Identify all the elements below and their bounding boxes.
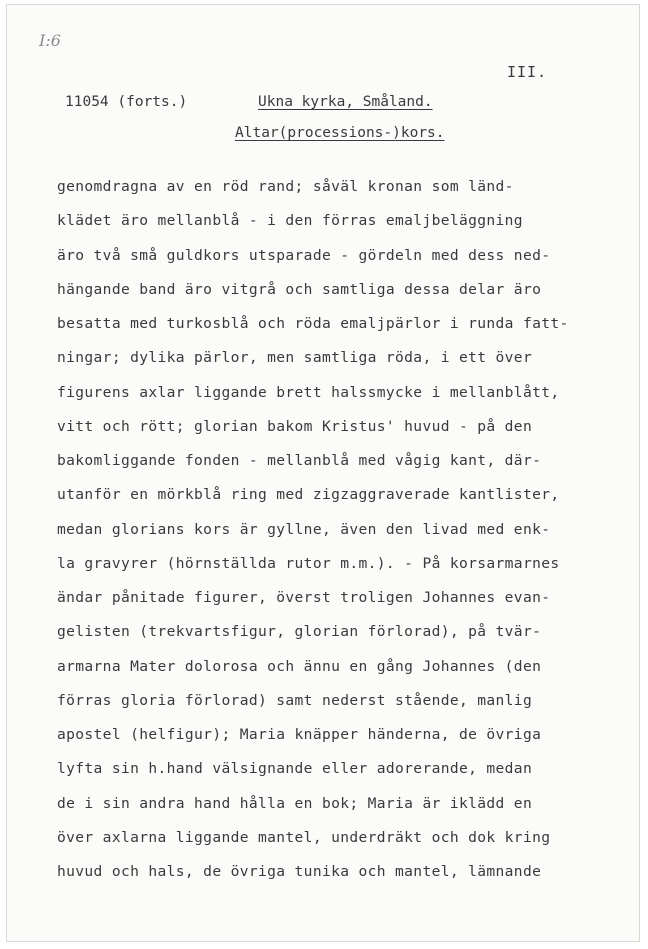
text-line: vitt och rött; glorian bakom Kristus' huvud - på den xyxy=(57,417,533,435)
text-line: huvud och hals, de övriga tunika och mantel, lämnande xyxy=(57,863,542,880)
handwritten-note: I:6 xyxy=(39,31,61,50)
reference-number: 11054 (forts.) xyxy=(65,94,188,110)
text-line: bakomliggande fonden - mellanblå med vågig kant, där- xyxy=(57,452,542,469)
subject-heading: Altar(processions-)kors. xyxy=(235,125,445,141)
text-line: de i sin andra hand hålla en bok; Maria är iklädd en xyxy=(57,794,533,812)
body-text xyxy=(57,175,637,894)
text-line: figurens axlar liggande brett halssmycke i mellanblått, xyxy=(57,383,560,401)
text-line: lyfta sin h.hand välsignande eller adorerande, medan xyxy=(57,760,533,778)
location-heading: Ukna kyrka, Småland. xyxy=(258,94,433,110)
text-line: la gravyrer (hörnställda rutor m.m.). - På korsarmarnes xyxy=(57,554,560,572)
page-number: III. xyxy=(507,63,548,81)
text-line: apostel (helfigur); Maria knäpper händerna, de övriga xyxy=(57,726,542,743)
text-line: förras gloria förlorad) samt nederst stående, manlig xyxy=(57,691,533,709)
text-line: genomdragna av en röd rand; såväl kronan som länd- xyxy=(57,178,514,195)
text-line: besatta med turkosblå och röda emaljpärlor i runda fatt- xyxy=(57,315,569,332)
document-page xyxy=(6,4,640,942)
text-line: över axlarna liggande mantel, underdräkt och dok kring xyxy=(57,828,551,846)
text-line: äro två små guldkors utsparade - gördeln med dess ned- xyxy=(57,246,551,264)
text-line: ändar pånitade figurer, överst troligen Johannes evan- xyxy=(57,589,551,606)
text-line: ningar; dylika pärlor, men samtliga röda, i ett över xyxy=(57,349,533,367)
text-line: gelisten (trekvartsfigur, glorian förlorad), på tvär- xyxy=(57,623,542,641)
text-line: hängande band äro vitgrå och samtliga dessa delar äro xyxy=(57,280,542,298)
text-line: klädet äro mellanblå - i den förras emaljbeläggning xyxy=(57,212,523,230)
text-line: armarna Mater dolorosa och ännu en gång Johannes (den xyxy=(57,657,542,675)
text-line: utanför en mörkblå ring med zigzaggraverade kantlister, xyxy=(57,486,560,504)
text-line: medan glorians kors är gyllne, även den livad med enk- xyxy=(57,520,551,538)
